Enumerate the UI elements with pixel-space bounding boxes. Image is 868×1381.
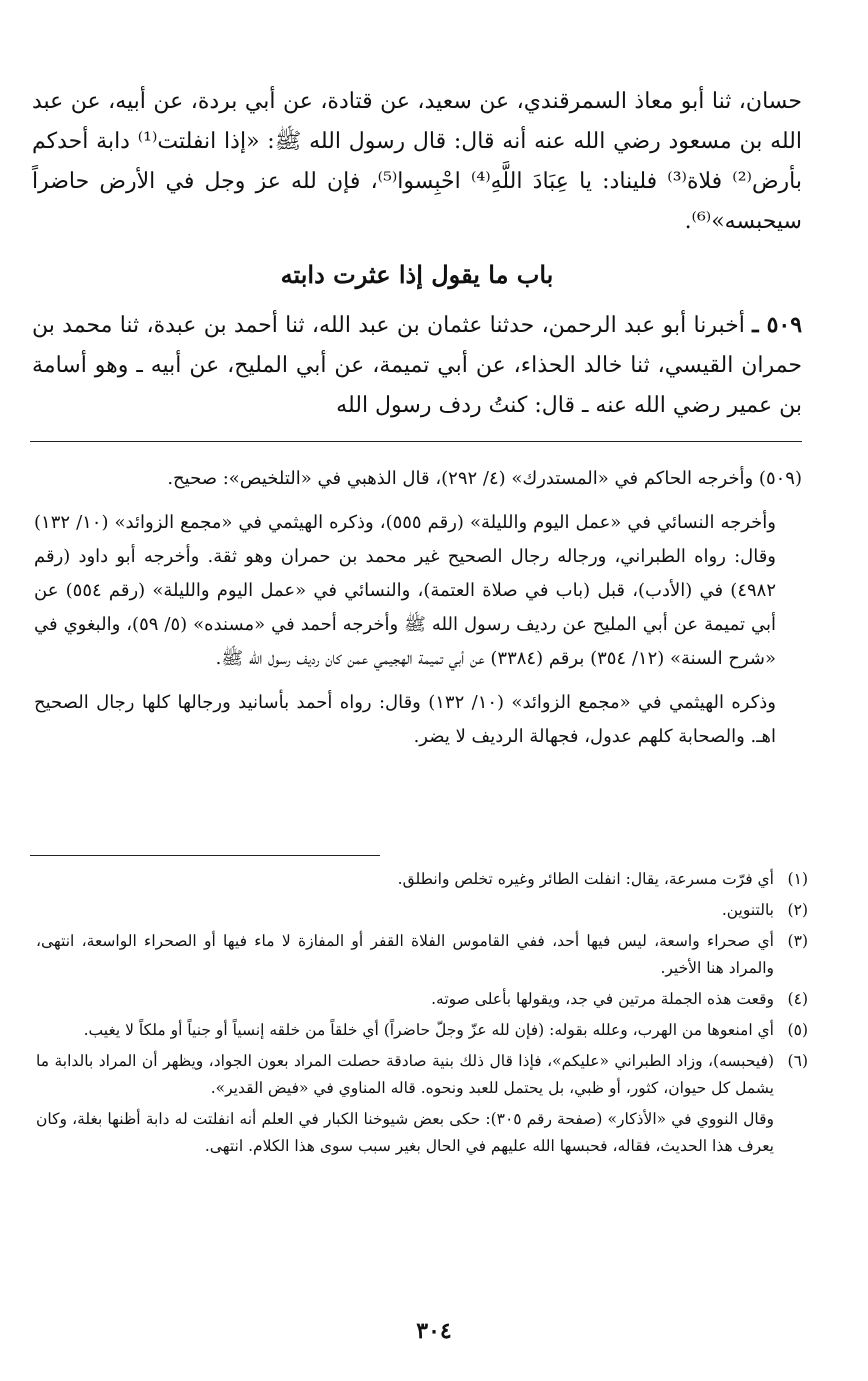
footnote-number: (٤) — [787, 990, 808, 1008]
footnote — [36, 986, 808, 1013]
footnote — [36, 866, 808, 893]
footnotes-block — [36, 866, 808, 1164]
footnote-number: (٥) — [787, 1021, 808, 1039]
takhrij-paragraph-3: وذكره الهيثمي في «مجمع الزوائد» (١٠/ ١٣٢) وقال: رواه أحمد بأسانيد ورجالها كلها رجال الصحيح اهـ. والصحابة كلهم عدول، فجهالة الرديف لا يضر. — [34, 692, 776, 747]
main-paragraph: حسان، ثنا أبو معاذ السمرقندي، عن سعيد، عن قتادة، عن أبي بردة، عن أبيه، عن عبد الله بن مسعود رضي الله عنه أنه قال: قال رسول الله ﷺ: «إذا انفلتت⁽¹⁾ دابة أحدكم بأرض⁽²⁾ فلاة⁽³⁾ فليناد: يا عِبَادَ اللَّهِ⁽⁴⁾ احْبِسوا⁽⁵⁾، فإن لله عز وجل في الأرض حاضراً سيحبسه»⁽⁶⁾. — [32, 89, 802, 234]
footnote — [36, 897, 808, 924]
footnote — [36, 928, 808, 982]
hadith-block — [32, 305, 802, 426]
footnote-text: بالتنوين. — [721, 901, 774, 919]
footnote-text: وقعت هذه الجملة مرتين في جد، ويقولها بأعلى صوته. — [431, 990, 774, 1008]
footnotes-divider — [30, 855, 380, 856]
hadith-number: ٥٠٩ ـ — [752, 312, 803, 338]
takhrij-paragraph-2: وأخرجه النسائي في «عمل اليوم والليلة» (رقم ٥٥٥)، وذكره الهيثمي في «مجمع الزوائد» (١٠/ ١٣٢) وقال: رواه الطبراني، ورجاله رجال الصحيح غير محمد بن حمران وهو ثقة. وأخرجه أبو داود (رقم ٤٩٨٢) في (الأدب)، قبل (باب في صلاة العتمة)، والنسائي في «عمل اليوم والليلة» (رقم ٥٥٤) عن أبي تميمة عن أبي المليح عن رديف رسول الله ﷺ وأخرجه أحمد في «مسنده» (٥/ ٥٩)، والبغوي في «شرح السنة» (١٢/ ٣٥٤) برقم (٣٣٨٤) عن أبي تميمة الهجيمي عمن كان رديف رسول الله ﷺ. — [34, 512, 776, 669]
footnote-text: أي امنعوها من الهرب، وعلله بقوله: (فإن لله عزّ وجلّ حاضراً) أي خلقاً من خلقه إنسياً أو جنياً أو ملكاً لا يغيب. — [83, 1021, 774, 1039]
footnote-text: أي صحراء واسعة، ليس فيها أحد، ففي القاموس الفلاة القفر أو المفازة لا ماء فيها أو الصحراء الواسعة، انتهى، والمراد هنا الأخير. — [36, 932, 774, 977]
footnote — [36, 1017, 808, 1044]
section-divider — [30, 441, 802, 442]
footnote-number: (٣) — [787, 932, 808, 950]
hadith-text: أخبرنا أبو عبد الرحمن، حدثنا عثمان بن عبد الله، ثنا أحمد بن عبدة، ثنا محمد بن حمران القيسي، ثنا خالد الحذاء، عن أبي تميمة، عن أبي المليح، عن أبيه ـ وهو أسامة بن عمير رضي الله عنه ـ قال: كنتُ ردف رسول الله — [32, 313, 803, 418]
footnote-number: (٢) — [787, 901, 808, 919]
chapter-heading: باب ما يقول إذا عثرت دابته — [280, 260, 554, 289]
footnote-number: (٦) — [787, 1052, 808, 1070]
page-number: ٣٠٤ — [416, 1318, 452, 1344]
footnote-continuation: وقال النووي في «الأذكار» (صفحة رقم ٣٠٥): حكى بعض شيوخنا الكبار في العلم أنه انفلتت له دابة أظنها بغلة، وكان يعرف هذا الحديث، فقاله، فحبسها الله عليهم في الحال بغير سبب سوى هذا الكلام. انتهى. — [36, 1110, 775, 1155]
footnote-number: (١) — [787, 870, 808, 888]
takhrij-block — [34, 462, 802, 764]
footnote-text: (فيحبسه)، وزاد الطبراني «عليكم»، فإذا قال ذلك بنية صادقة حصلت المراد بعون الجواد، ويظهر أن المراد بالدابة ما يشمل كل حيوان، كثور، أو ظبي، بل يحتمل للعبد ونحوه. قاله المناوي في «فيض القدير». — [36, 1052, 774, 1097]
main-text-block — [32, 82, 802, 242]
takhrij-paragraph-1: (٥٠٩) وأخرجه الحاكم في «المستدرك» (٤/ ٢٩٢)، قال الذهبي في «التلخيص»: صحيح. — [167, 468, 802, 489]
footnote-text: أي فرّت مسرعة، يقال: انفلت الطائر وغيره تخلص وانطلق. — [397, 870, 774, 888]
footnote — [36, 1048, 808, 1102]
